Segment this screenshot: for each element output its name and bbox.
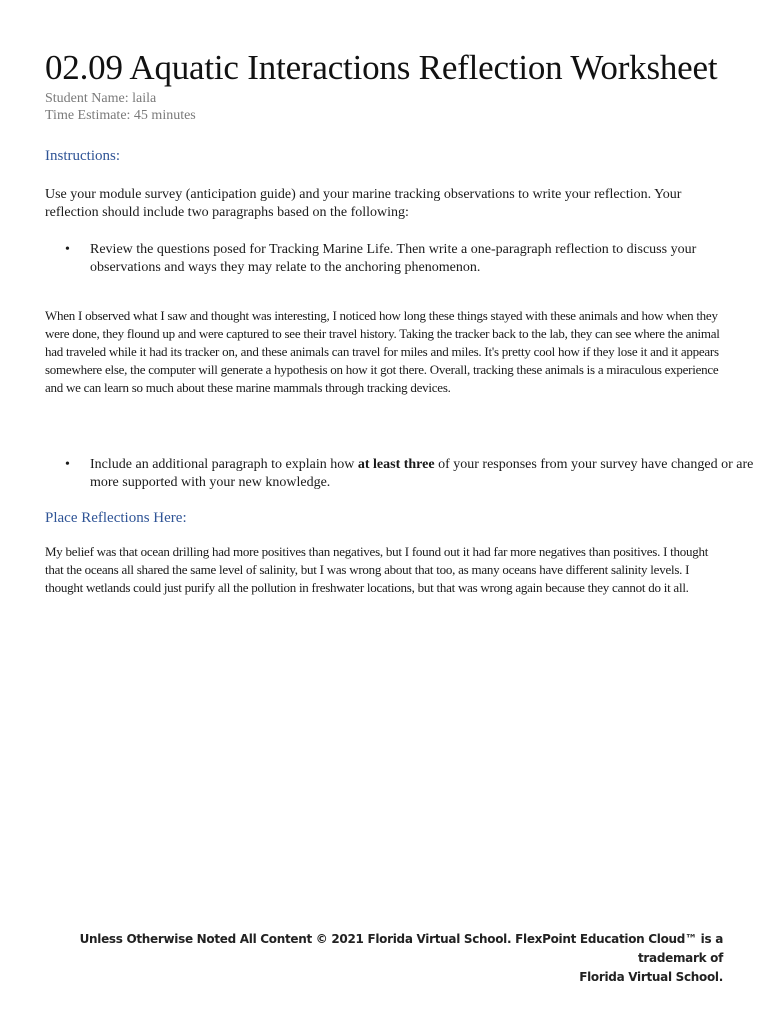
bullet-2-text-before: Include an additional paragraph to explain how	[90, 457, 358, 472]
page-title: 02.09 Aquatic Interactions Reflection Worksheet	[45, 48, 718, 87]
footer-line-1: Unless Otherwise Noted All Content © 2021 Florida Virtual School. FlexPoint Education Cloud™ is a trademark of	[79, 932, 723, 965]
copyright-footer	[43, 930, 723, 987]
student-name: Student Name: laila	[45, 91, 157, 106]
bullet-2-text-after: of your responses from your survey have changed or are more supported with your new knowledge.	[90, 457, 754, 490]
instructions-heading: Instructions:	[45, 148, 120, 164]
time-estimate: Time Estimate: 45 minutes	[45, 108, 196, 123]
instruction-bullet-1	[45, 241, 768, 277]
reflection-paragraph-2: My belief was that ocean drilling had more positives than negatives, but I found out it had far more negatives than positives. I thought that the oceans all shared the same level of salinity, but I was wrong about that too, as many oceans have different salinity levels. I thought wetlands could just purify all the pollution in freshwater locations, but that was wrong again because they cannot do it all.	[45, 544, 709, 595]
place-reflections-heading: Place Reflections Here:	[45, 510, 187, 526]
bullet-2-text-bold: at least three	[357, 457, 435, 472]
bullet-icon: •	[65, 457, 70, 472]
bullet-1-text: Review the questions posed for Tracking Marine Life. Then write a one-paragraph reflection to discuss your observations and ways they may relate to the anchoring phenomenon.	[90, 242, 697, 275]
reflection-paragraph-1: When I observed what I saw and thought was interesting, I noticed how long these things stayed with these animals and how when they were done, they flound up and were captured to see their travel history. Taking the tracker back to the lab, they can see where the animal had traveled while it had its tracker on, and these animals can travel for miles and miles. It's pretty cool how if they lose it and it appears somewhere else, the computer will generate a hypothesis on how it got there. Overall, tracking these animals is a miraculous experience and we can learn so much about these marine mammals through tracking devices.	[45, 308, 720, 395]
instructions-intro: Use your module survey (anticipation guide) and your marine tracking observations to write your reflection. Your reflection should include two paragraphs based on the following:	[45, 187, 682, 220]
footer-line-2: Florida Virtual School.	[579, 970, 723, 984]
bullet-icon: •	[65, 242, 70, 257]
instruction-bullet-2	[45, 456, 768, 492]
worksheet-page	[45, 48, 754, 595]
